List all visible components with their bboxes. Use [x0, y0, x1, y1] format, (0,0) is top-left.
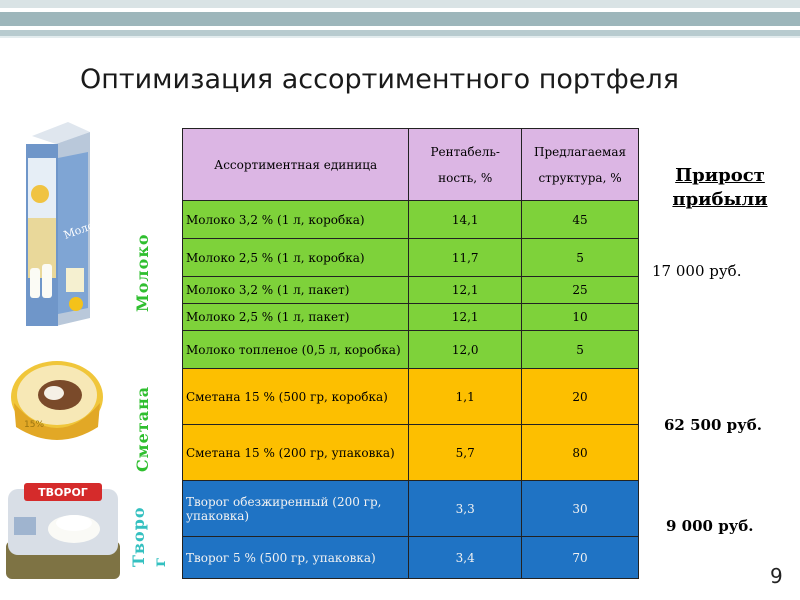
table-row — [183, 239, 639, 277]
row-name: Молоко 2,5 % (1 л, коробка) — [183, 239, 409, 277]
header-assortment-unit: Ассортиментная единица — [183, 129, 409, 201]
row-name: Молоко 3,2 % (1 л, пакет) — [183, 277, 409, 304]
row-profitability: 12,1 — [409, 304, 522, 331]
row-structure: 20 — [522, 369, 639, 425]
table-row — [183, 277, 639, 304]
row-profitability: 11,7 — [409, 239, 522, 277]
row-profitability: 1,1 — [409, 369, 522, 425]
row-structure: 30 — [522, 481, 639, 537]
row-structure: 80 — [522, 425, 639, 481]
header-band — [0, 12, 800, 26]
row-name: Творог 5 % (500 гр, упаковка) — [183, 537, 409, 579]
row-name: Молоко топленое (0,5 л, коробка) — [183, 331, 409, 369]
row-profitability: 14,1 — [409, 201, 522, 239]
row-name: Молоко 2,5 % (1 л, пакет) — [183, 304, 409, 331]
group-label-milk: Молоко — [133, 233, 152, 312]
row-structure: 70 — [522, 537, 639, 579]
header-band-line-light — [0, 36, 800, 38]
curd-package-label: ТВОРОГ — [38, 486, 88, 499]
profit-growth-title-line1: Прирост — [675, 165, 765, 186]
header-structure-line1: Предлагаемая — [534, 144, 627, 159]
row-name: Молоко 3,2 % (1 л, коробка) — [183, 201, 409, 239]
milk-carton-label: Молоко — [61, 214, 109, 242]
profit-growth-title-line2: прибыли — [672, 189, 768, 210]
group-label-curd-tail: г — [150, 556, 169, 567]
table-row — [183, 537, 639, 579]
sour-cream-cup-image — [8, 357, 106, 449]
milk-carton-image — [22, 118, 109, 328]
row-name: Сметана 15 % (500 гр, коробка) — [183, 369, 409, 425]
row-structure: 5 — [522, 331, 639, 369]
group-label-curd: Творо — [129, 506, 148, 567]
group-label-sour-cream: Сметана — [133, 385, 152, 472]
row-structure: 5 — [522, 239, 639, 277]
table-row — [183, 425, 639, 481]
row-profitability: 3,3 — [409, 481, 522, 537]
table-row — [183, 369, 639, 425]
row-profitability: 12,1 — [409, 277, 522, 304]
svg-text:15%: 15% — [24, 420, 45, 430]
profit-growth-sour-cream: 62 500 руб. — [664, 416, 762, 434]
row-profitability: 3,4 — [409, 537, 522, 579]
curd-package-image — [4, 481, 122, 581]
slide-title: Оптимизация ассортиментного портфеля — [80, 64, 679, 95]
header-profitability — [409, 129, 522, 201]
row-profitability: 5,7 — [409, 425, 522, 481]
header-structure-line2: структура, % — [538, 170, 622, 185]
header-profitability-line2: ность, % — [438, 170, 493, 185]
table-row — [183, 331, 639, 369]
row-structure: 10 — [522, 304, 639, 331]
row-name: Сметана 15 % (200 гр, упаковка) — [183, 425, 409, 481]
profit-growth-curd: 9 000 руб. — [666, 517, 754, 535]
row-name: Творог обезжиренный (200 гр, упаковка) — [183, 481, 409, 537]
header-band-top — [0, 0, 800, 8]
profit-growth-title — [664, 164, 776, 212]
table-row — [183, 481, 639, 537]
page-number: 9 — [770, 564, 783, 588]
table-row — [183, 201, 639, 239]
assortment-table — [182, 128, 639, 579]
table-row — [183, 304, 639, 331]
table-header-row — [183, 129, 639, 201]
header-profitability-line1: Рентабель- — [430, 144, 500, 159]
profit-growth-milk: 17 000 руб. — [652, 262, 742, 280]
header-proposed-structure — [522, 129, 639, 201]
row-profitability: 12,0 — [409, 331, 522, 369]
row-structure: 45 — [522, 201, 639, 239]
row-structure: 25 — [522, 277, 639, 304]
